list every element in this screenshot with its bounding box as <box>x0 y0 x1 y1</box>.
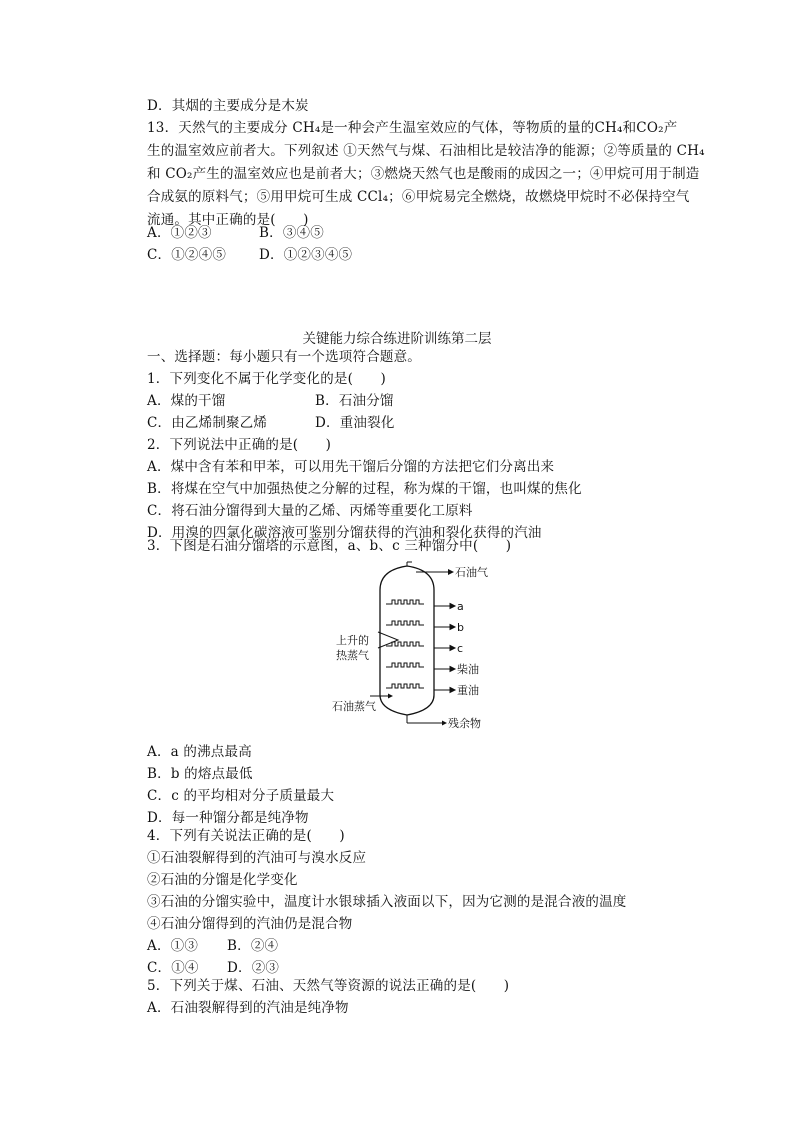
q13-options-ab <box>147 223 324 243</box>
label-rising: 上升的 <box>336 634 369 647</box>
q1-options-ab <box>147 391 394 411</box>
q2-option-b: B．将煤在空气中加强热使之分解的过程，称为煤的干馏，也叫煤的焦化 <box>147 481 582 497</box>
tower-body <box>380 566 434 715</box>
label-heavy-oil: 重油 <box>457 684 479 697</box>
q13-option-d: D．①②③④⑤ <box>259 247 353 263</box>
q13-line-1: 13．天然气的主要成分 CH₄是一种会产生温室效应的气体，等物质的量的CH₄和CO₂产 <box>147 120 678 136</box>
label-residue: 残余物 <box>448 717 481 730</box>
q2-option-d: D．用溴的四氯化碳溶液可鉴别分馏获得的汽油和裂化获得的汽油 <box>147 525 542 541</box>
q13-line-5: 流通。其中正确的是( ) <box>147 212 309 228</box>
q1-options-cd <box>147 413 395 433</box>
q1-option-d: D．重油裂化 <box>315 415 395 431</box>
label-petroleum-gas: 石油气 <box>455 566 488 579</box>
q13-line-3: 和 CO₂产生的温室效应也是前者大；③燃烧天然气也是酸雨的成因之一；④甲烷可用于制造 <box>147 166 700 182</box>
label-a: a <box>457 600 464 613</box>
label-b: b <box>457 621 464 634</box>
distillation-tower-diagram <box>330 560 510 740</box>
q1-option-c: C．由乙烯制聚乙烯 <box>147 415 268 431</box>
q13-option-a: A．①②③ <box>147 225 212 241</box>
q13-line-2: 生的温室效应前者大。下列叙述 ①天然气与煤、石油相比是较洁净的能源；②等质量的 CH₄ <box>147 143 705 159</box>
q3-option-a: A．a 的沸点最高 <box>147 744 252 760</box>
q12-option-d: D．其烟的主要成分是木炭 <box>147 98 309 114</box>
q3-option-b: B．b 的熔点最低 <box>147 766 253 782</box>
q1-option-a: A．煤的干馏 <box>147 393 226 409</box>
q3-stem: 3．下图是石油分馏塔的示意图，a、b、c 三种馏分中( ) <box>147 538 512 554</box>
gas-arrow <box>448 569 454 575</box>
section-title: 关键能力综合练进阶训练第二层 <box>302 331 492 347</box>
q4-options-ab <box>147 936 278 956</box>
section-instructions: 一、选择题：每小题只有一个选项符合题意。 <box>147 349 421 365</box>
q13-line-4: 合成氨的原料气；⑤用甲烷可生成 CCl₄；⑥甲烷易完全燃烧，故燃烧甲烷时不必保持空气 <box>147 189 690 205</box>
label-petroleum-vapor: 石油蒸气 <box>332 700 376 713</box>
q4-statement-3: ③石油的分馏实验中，温度计水银球插入液面以下，因为它测的是混合液的温度 <box>147 894 627 910</box>
q2-option-c: C．将石油分馏得到大量的乙烯、丙烯等重要化工原料 <box>147 503 473 519</box>
q4-option-c: C．①④ <box>147 960 199 976</box>
q4-option-b: B．②④ <box>227 938 279 954</box>
q1-option-b: B．石油分馏 <box>315 393 394 409</box>
q4-options-cd <box>147 958 279 978</box>
label-hot-vapor: 热蒸气 <box>336 649 369 662</box>
q4-statement-4: ④石油分馏得到的汽油仍是混合物 <box>147 916 353 932</box>
q5-stem: 5．下列关于煤、石油、天然气等资源的说法正确的是( ) <box>147 978 510 994</box>
label-c: c <box>457 642 464 655</box>
q2-option-a: A．煤中含有苯和甲苯，可以用先干馏后分馏的方法把它们分离出来 <box>147 459 555 475</box>
residue-arrow <box>442 721 447 726</box>
q4-stem: 4．下列有关说法正确的是( ) <box>147 828 345 844</box>
q5-option-a: A．石油裂解得到的汽油是纯净物 <box>147 1000 349 1016</box>
q4-statement-2: ②石油的分馏是化学变化 <box>147 872 298 888</box>
q3-option-c: C．c 的平均相对分子质量最大 <box>147 788 335 804</box>
q2-stem: 2．下列说法中正确的是( ) <box>147 437 332 453</box>
q13-option-c: C．①②④⑤ <box>147 247 227 263</box>
q13-options-cd <box>147 245 352 265</box>
q4-option-d: D．②③ <box>227 960 280 976</box>
q13-option-b: B．③④⑤ <box>259 225 324 241</box>
q1-stem: 1．下列变化不属于化学变化的是( ) <box>147 371 386 387</box>
label-diesel: 柴油 <box>457 663 479 676</box>
tray-group <box>386 600 424 688</box>
q4-statement-1: ①石油裂解得到的汽油可与溴水反应 <box>147 850 367 866</box>
q4-option-a: A．①③ <box>147 938 199 954</box>
q3-option-d: D．每一种馏分都是纯净物 <box>147 810 309 826</box>
